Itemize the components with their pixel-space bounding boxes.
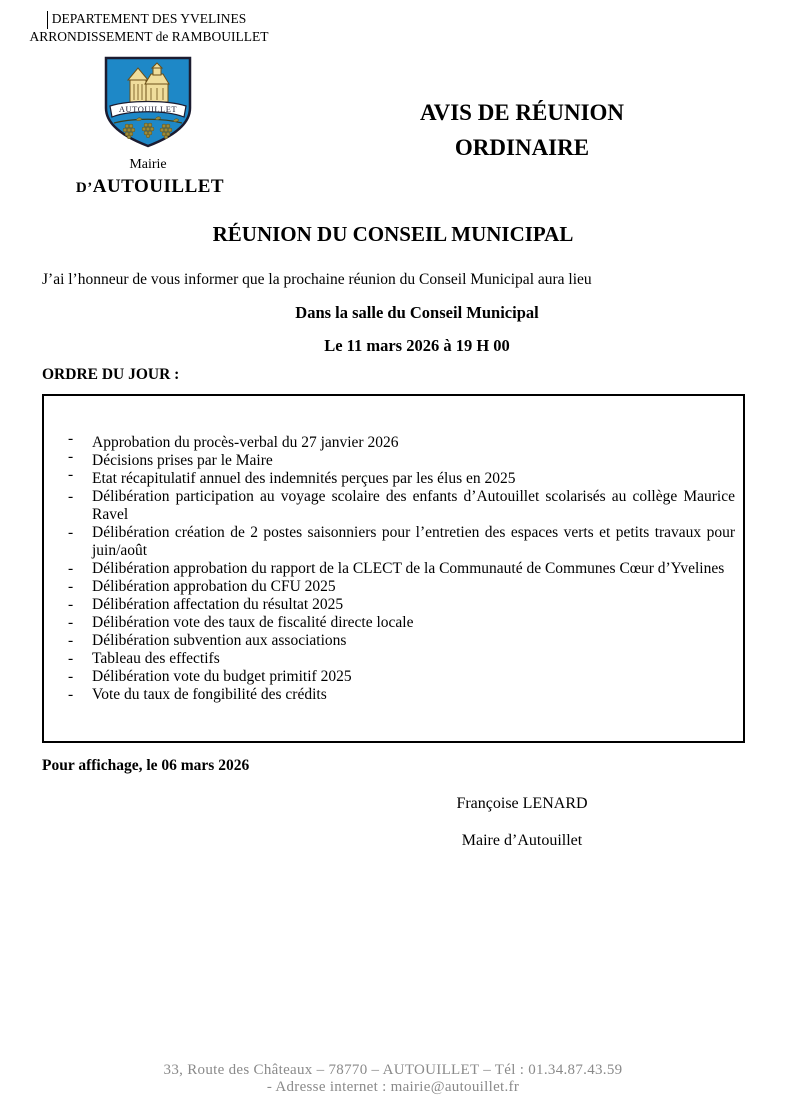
agenda-item [68, 578, 735, 596]
meeting-datetime: Le 11 mars 2026 à 19 H 00 [324, 336, 510, 355]
agenda-item-marker: - [68, 560, 74, 577]
notice-title [392, 95, 652, 165]
agenda-item-text: Délibération affectation du résultat 2025 [92, 596, 344, 613]
agenda-item-marker: - [68, 430, 74, 447]
agenda-item [68, 632, 735, 650]
agenda-item [68, 614, 735, 632]
commune-prefix: D’ [75, 180, 93, 196]
mairie-label: Mairie [129, 157, 167, 172]
agenda-item [68, 466, 735, 488]
agenda-item-text: Etat récapitulatif annuel des indemnités perçues par les élus en 2025 [92, 470, 516, 487]
agenda-item-text: Délibération vote du budget primitif 2025 [92, 668, 352, 685]
agenda-item-text: Approbation du procès-verbal du 27 janvier 2026 [92, 434, 399, 451]
agenda-item-marker: - [68, 524, 74, 541]
agenda-item-text: Délibération approbation du rapport de la CLECT de la Communauté de Communes Cœur d’Yvelines [92, 560, 725, 577]
agenda-item-text: Vote du taux de fongibilité des crédits [92, 686, 327, 703]
page-footer [0, 1062, 786, 1096]
agenda-item [68, 686, 735, 704]
agenda-item [68, 488, 735, 524]
agenda-item-marker: - [68, 632, 74, 649]
notice-title-line1: AVIS DE RÉUNION [419, 100, 625, 125]
agenda-item [68, 560, 735, 578]
agenda-item [68, 668, 735, 686]
agenda-box [42, 394, 745, 743]
agenda-item-marker: - [68, 466, 74, 483]
agenda-item [68, 650, 735, 668]
agenda-item-marker: - [68, 686, 74, 703]
agenda-item-text: Délibération création de 2 postes saisonniers pour l’entretien des espaces verts et petits travaux pour juin/août [92, 524, 735, 559]
meeting-heading: RÉUNION DU CONSEIL MUNICIPAL [212, 222, 574, 246]
commune-name [30, 176, 270, 198]
admin-header [28, 10, 270, 46]
agenda-item [68, 524, 735, 560]
agenda-item-text: Délibération approbation du CFU 2025 [92, 578, 336, 595]
department-line: DEPARTEMENT DES YVELINES [51, 11, 247, 26]
notice-title-line2: ORDINAIRE [454, 135, 590, 160]
text-cursor [47, 11, 48, 29]
agenda-item-text: Délibération participation au voyage scolaire des enfants d’Autouillet scolarisés au collège Maurice Ravel [92, 488, 735, 523]
commune-name-text: AUTOUILLET [92, 176, 225, 197]
arrondissement-line: ARRONDISSEMENT de RAMBOUILLET [29, 29, 269, 44]
agenda-item-text: Délibération subvention aux associations [92, 632, 347, 649]
agenda-item-text: Délibération vote des taux de fiscalité directe locale [92, 614, 414, 631]
footer-address-line: 33, Route des Châteaux – 78770 – AUTOUILLET – Tél : 01.34.87.43.59 [163, 1062, 623, 1078]
agenda-item-marker: - [68, 668, 74, 685]
agenda-list [68, 430, 735, 704]
agenda-item [68, 596, 735, 614]
agenda-item-marker: - [68, 578, 74, 595]
signatory-name: Françoise LENARD [456, 795, 588, 812]
agenda-item [68, 448, 735, 470]
agenda-label: ORDRE DU JOUR : [42, 366, 180, 383]
agenda-item-marker: - [68, 448, 74, 465]
agenda-item-marker: - [68, 488, 74, 505]
agenda-item-marker: - [68, 596, 74, 613]
agenda-item [68, 430, 735, 452]
svg-text:AUTOUILLET: AUTOUILLET [118, 104, 178, 114]
agenda-item-text: Décisions prises par le Maire [92, 452, 273, 469]
signature-block [402, 795, 642, 850]
commune-coat-of-arms [103, 56, 193, 148]
shield-icon [103, 56, 193, 148]
display-date: Pour affichage, le 06 mars 2026 [42, 757, 250, 774]
meeting-location: Dans la salle du Conseil Municipal [295, 303, 539, 322]
agenda-item-marker: - [68, 614, 74, 631]
agenda-item-text: Tableau des effectifs [92, 650, 220, 667]
footer-internet-line: - Adresse internet : mairie@autouillet.fr [266, 1079, 520, 1095]
intro-paragraph: J’ai l’honneur de vous informer que la prochaine réunion du Conseil Municipal aura lieu [42, 271, 592, 288]
agenda-item-marker: - [68, 650, 74, 667]
signatory-title: Maire d’Autouillet [461, 832, 583, 849]
